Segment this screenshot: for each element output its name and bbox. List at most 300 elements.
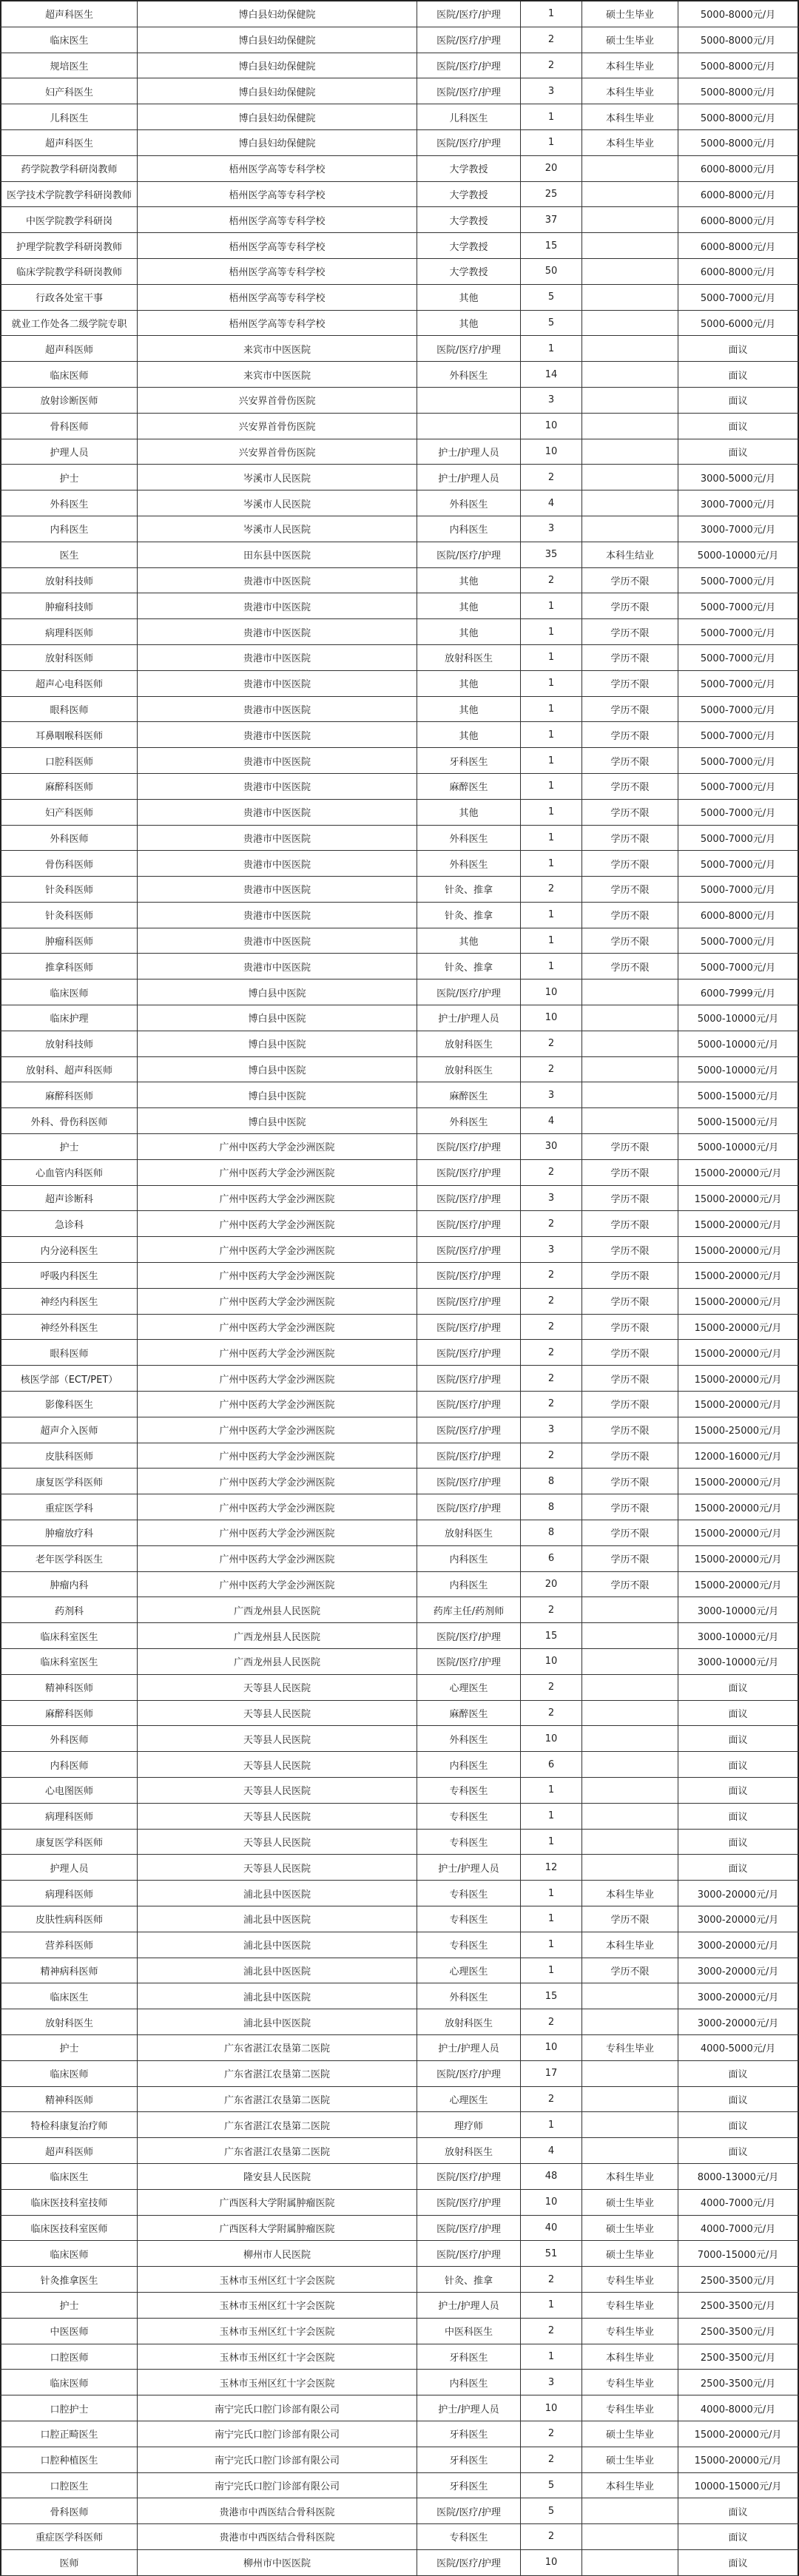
salary-cell: 4000-7000元/月: [678, 2216, 799, 2241]
table-row: [0, 78, 799, 104]
openings-cell: 1: [520, 1881, 581, 1906]
education-cell: 学历不限: [581, 722, 678, 747]
table-row: [0, 1906, 799, 1932]
employer-cell: 南宁完氏口腔门诊部有限公司: [137, 2395, 417, 2421]
education-cell: 硕士生毕业: [581, 2241, 678, 2266]
category-cell: 外科医生: [417, 362, 520, 387]
education-cell: 学历不限: [581, 645, 678, 670]
table-row: [0, 2344, 799, 2370]
category-cell: 医院/医疗/护理: [417, 27, 520, 53]
position-cell: 护理学院教学科研岗教师: [0, 233, 137, 258]
position-cell: 放射科医生: [0, 2009, 137, 2034]
table-row: [0, 2421, 799, 2447]
openings-cell: 2: [520, 2087, 581, 2112]
openings-cell: 2: [520, 1340, 581, 1365]
employer-cell: 广州中医药大学金沙洲医院: [137, 1211, 417, 1236]
category-cell: 医院/医疗/护理: [417, 2190, 520, 2215]
employer-cell: 贵港市中西医结合骨科医院: [137, 2498, 417, 2523]
salary-cell: 5000-7000元/月: [678, 722, 799, 747]
position-cell: 外科医师: [0, 1726, 137, 1751]
position-cell: 临床医师: [0, 362, 137, 387]
category-cell: 内科医生: [417, 1546, 520, 1571]
salary-cell: 6000-8000元/月: [678, 182, 799, 207]
employer-cell: 贵港市中医医院: [137, 619, 417, 644]
category-cell: 专科医生: [417, 2524, 520, 2549]
position-cell: 临床医师: [0, 2061, 137, 2086]
position-cell: 妇产科医生: [0, 78, 137, 104]
employer-cell: 玉林市玉州区红十字会医院: [137, 2293, 417, 2318]
category-cell: 护士/护理人员: [417, 439, 520, 465]
education-cell: [581, 1649, 678, 1674]
openings-cell: 8: [520, 1520, 581, 1545]
employer-cell: 广东省湛江农垦第二医院: [137, 2035, 417, 2060]
education-cell: [581, 1597, 678, 1622]
position-cell: 病理科医师: [0, 1804, 137, 1829]
category-cell: [417, 414, 520, 439]
employer-cell: 贵港市中医医院: [137, 593, 417, 618]
salary-cell: 面议: [678, 2498, 799, 2523]
salary-cell: 4000-7000元/月: [678, 2190, 799, 2215]
table-row: [0, 27, 799, 53]
salary-cell: 面议: [678, 1701, 799, 1726]
openings-cell: 2: [520, 1057, 581, 1082]
salary-cell: 面议: [678, 362, 799, 387]
openings-cell: 1: [520, 800, 581, 825]
employer-cell: 田东县中医医院: [137, 542, 417, 567]
education-cell: [581, 1804, 678, 1829]
category-cell: 专科医生: [417, 1778, 520, 1803]
openings-cell: 15: [520, 233, 581, 258]
education-cell: 学历不限: [581, 1211, 678, 1236]
position-cell: 肿瘤内科: [0, 1572, 137, 1597]
position-cell: 超声科医生: [0, 1, 137, 27]
position-cell: 外科医师: [0, 826, 137, 851]
openings-cell: 1: [520, 2344, 581, 2370]
employer-cell: 天等县人民医院: [137, 1830, 417, 1855]
education-cell: 本科生结业: [581, 542, 678, 567]
education-cell: 学历不限: [581, 1134, 678, 1159]
openings-cell: 1: [520, 826, 581, 851]
position-cell: 妇产科医师: [0, 800, 137, 825]
category-cell: 儿科医生: [417, 104, 520, 129]
table-row: [0, 2370, 799, 2395]
employer-cell: 天等县人民医院: [137, 1804, 417, 1829]
salary-cell: 3000-7000元/月: [678, 516, 799, 542]
category-cell: [417, 388, 520, 413]
employer-cell: 梧州医学高等专科学校: [137, 259, 417, 284]
employer-cell: 来宾市中医医院: [137, 362, 417, 387]
openings-cell: 1: [520, 928, 581, 954]
salary-cell: 15000-20000元/月: [678, 1263, 799, 1288]
openings-cell: 4: [520, 1108, 581, 1133]
salary-cell: 12000-16000元/月: [678, 1443, 799, 1469]
table-row: [0, 1263, 799, 1289]
openings-cell: 4: [520, 490, 581, 516]
position-cell: 行政各处室干事: [0, 285, 137, 310]
salary-cell: 5000-7000元/月: [678, 851, 799, 876]
education-cell: 学历不限: [581, 1572, 678, 1597]
education-cell: 专科生毕业: [581, 2370, 678, 2395]
position-cell: 口腔医师: [0, 2344, 137, 2370]
salary-cell: 面议: [678, 1726, 799, 1751]
employer-cell: 广东省湛江农垦第二医院: [137, 2112, 417, 2137]
table-row: [0, 2447, 799, 2473]
salary-cell: 面议: [678, 439, 799, 465]
education-cell: 学历不限: [581, 1392, 678, 1417]
position-cell: 外科、骨伤科医师: [0, 1108, 137, 1133]
category-cell: 外科医生: [417, 1108, 520, 1133]
table-row: [0, 490, 799, 516]
category-cell: 医院/医疗/护理: [417, 1340, 520, 1365]
table-row: [0, 568, 799, 594]
category-cell: 医院/医疗/护理: [417, 2550, 520, 2575]
table-row: [0, 800, 799, 826]
salary-cell: 5000-7000元/月: [678, 619, 799, 644]
salary-cell: 3000-10000元/月: [678, 1649, 799, 1674]
openings-cell: 2: [520, 1315, 581, 1340]
position-cell: 就业工作处各二级学院专职: [0, 311, 137, 336]
salary-cell: 15000-20000元/月: [678, 1546, 799, 1571]
table-row: [0, 671, 799, 697]
salary-cell: 15000-25000元/月: [678, 1417, 799, 1443]
table-row: [0, 1443, 799, 1469]
employer-cell: 贵港市中医医院: [137, 774, 417, 799]
education-cell: 学历不限: [581, 1289, 678, 1314]
education-cell: 学历不限: [581, 826, 678, 851]
education-cell: 本科生毕业: [581, 2344, 678, 2370]
position-cell: 药学院教学科研岗教师: [0, 156, 137, 181]
employer-cell: 贵港市中医医院: [137, 851, 417, 876]
openings-cell: 3: [520, 1237, 581, 1262]
employer-cell: 天等县人民医院: [137, 1675, 417, 1700]
table-row: [0, 1623, 799, 1649]
employer-cell: 兴安界首骨伤医院: [137, 388, 417, 413]
employer-cell: 天等县人民医院: [137, 1855, 417, 1880]
position-cell: 神经外科医生: [0, 1315, 137, 1340]
education-cell: 学历不限: [581, 1186, 678, 1211]
employer-cell: 博白县妇幼保健院: [137, 130, 417, 155]
table-row: [0, 2524, 799, 2550]
education-cell: 学历不限: [581, 928, 678, 954]
table-row: [0, 2319, 799, 2344]
salary-cell: 6000-8000元/月: [678, 207, 799, 232]
employer-cell: 贵港市中西医结合骨科医院: [137, 2524, 417, 2549]
openings-cell: 2: [520, 877, 581, 902]
employer-cell: 天等县人民医院: [137, 1752, 417, 1777]
salary-cell: 2500-3500元/月: [678, 2319, 799, 2344]
education-cell: [581, 1082, 678, 1107]
category-cell: 医院/医疗/护理: [417, 2216, 520, 2241]
openings-cell: 1: [520, 1, 581, 27]
education-cell: 学历不限: [581, 851, 678, 876]
position-cell: 放射科、超声科医师: [0, 1057, 137, 1082]
openings-cell: 1: [520, 1906, 581, 1932]
table-row: [0, 2473, 799, 2499]
education-cell: [581, 1752, 678, 1777]
table-row: [0, 2190, 799, 2216]
position-cell: 临床医生: [0, 27, 137, 53]
employer-cell: 广州中医药大学金沙洲医院: [137, 1186, 417, 1211]
openings-cell: 1: [520, 645, 581, 670]
position-cell: 呼吸内科医生: [0, 1263, 137, 1288]
salary-cell: 5000-10000元/月: [678, 542, 799, 567]
table-row: [0, 336, 799, 362]
table-row: [0, 1983, 799, 2009]
table-row: [0, 1572, 799, 1598]
openings-cell: 1: [520, 104, 581, 129]
category-cell: 医院/医疗/护理: [417, 1160, 520, 1185]
education-cell: 硕士生毕业: [581, 1, 678, 27]
salary-cell: 5000-15000元/月: [678, 1108, 799, 1133]
salary-cell: 5000-15000元/月: [678, 1082, 799, 1107]
openings-cell: 2: [520, 1597, 581, 1622]
category-cell: 心理医生: [417, 2087, 520, 2112]
table-row: [0, 2241, 799, 2267]
employer-cell: 广州中医药大学金沙洲医院: [137, 1572, 417, 1597]
table-row: [0, 2112, 799, 2138]
employer-cell: 贵港市中医医院: [137, 877, 417, 902]
category-cell: 其他: [417, 311, 520, 336]
table-row: [0, 1392, 799, 1417]
openings-cell: 17: [520, 2061, 581, 2086]
category-cell: 医院/医疗/护理: [417, 1494, 520, 1520]
salary-cell: 面议: [678, 2524, 799, 2549]
position-cell: 老年医学科医生: [0, 1546, 137, 1571]
education-cell: [581, 1057, 678, 1082]
position-cell: 规培医生: [0, 53, 137, 78]
table-row: [0, 774, 799, 800]
table-row: [0, 645, 799, 671]
education-cell: [581, 490, 678, 516]
position-cell: 放射科技师: [0, 1031, 137, 1056]
education-cell: 专科生毕业: [581, 2319, 678, 2344]
table-row: [0, 285, 799, 311]
employer-cell: 广州中医药大学金沙洲医院: [137, 1340, 417, 1365]
salary-cell: 3000-20000元/月: [678, 1906, 799, 1932]
salary-cell: 15000-20000元/月: [678, 1520, 799, 1545]
openings-cell: 5: [520, 285, 581, 310]
openings-cell: 1: [520, 619, 581, 644]
education-cell: [581, 516, 678, 542]
salary-cell: 3000-20000元/月: [678, 2009, 799, 2034]
education-cell: [581, 1623, 678, 1648]
position-cell: 肿瘤科医师: [0, 928, 137, 954]
category-cell: 护士/护理人员: [417, 1005, 520, 1031]
salary-cell: 2500-3500元/月: [678, 2344, 799, 2370]
education-cell: 硕士生毕业: [581, 2447, 678, 2472]
education-cell: [581, 388, 678, 413]
openings-cell: 15: [520, 1983, 581, 2009]
category-cell: 牙科医生: [417, 748, 520, 773]
position-cell: 麻醉科医师: [0, 1701, 137, 1726]
openings-cell: 1: [520, 336, 581, 361]
openings-cell: 2: [520, 465, 581, 490]
education-cell: 学历不限: [581, 1315, 678, 1340]
education-cell: [581, 2138, 678, 2163]
employer-cell: 贵港市中医医院: [137, 645, 417, 670]
position-cell: 耳鼻咽喉科医师: [0, 722, 137, 747]
category-cell: 医院/医疗/护理: [417, 1443, 520, 1469]
category-cell: 大学教授: [417, 182, 520, 207]
openings-cell: 1: [520, 2293, 581, 2318]
employer-cell: 隆安县人民医院: [137, 2164, 417, 2189]
salary-cell: 4000-5000元/月: [678, 2035, 799, 2060]
table-row: [0, 928, 799, 954]
position-cell: 超声科医师: [0, 336, 137, 361]
salary-cell: 面议: [678, 336, 799, 361]
category-cell: 放射科医生: [417, 645, 520, 670]
category-cell: 牙科医生: [417, 2473, 520, 2498]
category-cell: 医院/医疗/护理: [417, 1469, 520, 1494]
education-cell: [581, 285, 678, 310]
openings-cell: 8: [520, 1469, 581, 1494]
table-row: [0, 1160, 799, 1186]
salary-cell: 15000-20000元/月: [678, 1469, 799, 1494]
openings-cell: 5: [520, 2498, 581, 2523]
employer-cell: 贵港市中医医院: [137, 903, 417, 928]
category-cell: 护士/护理人员: [417, 2035, 520, 2060]
table-row: [0, 388, 799, 414]
education-cell: 专科生毕业: [581, 2395, 678, 2421]
employer-cell: 广州中医药大学金沙洲医院: [137, 1134, 417, 1159]
employer-cell: 广东省湛江农垦第二医院: [137, 2087, 417, 2112]
position-cell: 口腔医生: [0, 2473, 137, 2498]
category-cell: 其他: [417, 928, 520, 954]
education-cell: [581, 2498, 678, 2523]
salary-cell: 15000-20000元/月: [678, 1289, 799, 1314]
table-row: [0, 53, 799, 79]
position-cell: 药剂科: [0, 1597, 137, 1622]
category-cell: 中医科医生: [417, 2319, 520, 2344]
position-cell: 临床医技科室医师: [0, 2216, 137, 2241]
salary-cell: 5000-10000元/月: [678, 1031, 799, 1056]
salary-cell: 7000-15000元/月: [678, 2241, 799, 2266]
openings-cell: 15: [520, 1623, 581, 1648]
openings-cell: 35: [520, 542, 581, 567]
employer-cell: 广州中医药大学金沙洲医院: [137, 1315, 417, 1340]
category-cell: 其他: [417, 697, 520, 722]
openings-cell: 5: [520, 2473, 581, 2498]
table-row: [0, 2087, 799, 2113]
employer-cell: 兴安界首骨伤医院: [137, 439, 417, 465]
employer-cell: 博白县妇幼保健院: [137, 1, 417, 27]
salary-cell: 5000-7000元/月: [678, 928, 799, 954]
category-cell: 医院/医疗/护理: [417, 1417, 520, 1443]
table-row: [0, 2550, 799, 2576]
salary-cell: 5000-7000元/月: [678, 748, 799, 773]
education-cell: 学历不限: [581, 1366, 678, 1391]
employer-cell: 梧州医学高等专科学校: [137, 233, 417, 258]
table-row: [0, 2164, 799, 2190]
salary-cell: 面议: [678, 2112, 799, 2137]
table-row: [0, 954, 799, 980]
category-cell: 医院/医疗/护理: [417, 1392, 520, 1417]
table-row: [0, 877, 799, 903]
salary-cell: 6000-7999元/月: [678, 980, 799, 1005]
education-cell: 学历不限: [581, 1340, 678, 1365]
openings-cell: 10: [520, 2190, 581, 2215]
position-cell: 肿瘤科技师: [0, 593, 137, 618]
category-cell: 放射科医生: [417, 1031, 520, 1056]
category-cell: 其他: [417, 568, 520, 593]
position-cell: 精神病科医师: [0, 1958, 137, 1983]
education-cell: [581, 439, 678, 465]
education-cell: [581, 414, 678, 439]
employer-cell: 岑溪市人民医院: [137, 516, 417, 542]
position-cell: 医学技术学院教学科研岗教师: [0, 182, 137, 207]
openings-cell: 2: [520, 2447, 581, 2472]
employer-cell: 广西龙州县人民医院: [137, 1597, 417, 1622]
category-cell: 医院/医疗/护理: [417, 1134, 520, 1159]
education-cell: [581, 336, 678, 361]
position-cell: 临床医师: [0, 2241, 137, 2266]
position-cell: 儿科医生: [0, 104, 137, 129]
position-cell: 护士: [0, 2035, 137, 2060]
table-row: [0, 722, 799, 748]
table-row: [0, 826, 799, 852]
education-cell: 专科生毕业: [581, 2035, 678, 2060]
table-row: [0, 362, 799, 388]
position-cell: 中医学院教学科研岗: [0, 207, 137, 232]
table-row: [0, 1932, 799, 1958]
salary-cell: 8000-13000元/月: [678, 2164, 799, 2189]
employer-cell: 贵港市中医医院: [137, 748, 417, 773]
category-cell: 针灸、推拿: [417, 2267, 520, 2292]
table-row: [0, 1752, 799, 1778]
position-cell: 临床医生: [0, 1983, 137, 2009]
openings-cell: 2: [520, 1289, 581, 1314]
education-cell: 学历不限: [581, 774, 678, 799]
openings-cell: 1: [520, 1804, 581, 1829]
position-cell: 康复医学科医师: [0, 1469, 137, 1494]
table-row: [0, 1005, 799, 1031]
table-row: [0, 414, 799, 439]
education-cell: 本科生毕业: [581, 53, 678, 78]
position-cell: 内科医师: [0, 1752, 137, 1777]
category-cell: 放射科医生: [417, 2138, 520, 2163]
position-cell: 临床医技科室技师: [0, 2190, 137, 2215]
category-cell: 护士/护理人员: [417, 2293, 520, 2318]
salary-cell: 4000-8000元/月: [678, 2395, 799, 2421]
category-cell: 放射科医生: [417, 1520, 520, 1545]
employer-cell: 岑溪市人民医院: [137, 490, 417, 516]
salary-cell: 15000-20000元/月: [678, 1211, 799, 1236]
education-cell: 学历不限: [581, 1263, 678, 1288]
openings-cell: 10: [520, 2395, 581, 2421]
employer-cell: 广州中医药大学金沙洲医院: [137, 1392, 417, 1417]
education-cell: 硕士生毕业: [581, 27, 678, 53]
salary-cell: 5000-8000元/月: [678, 53, 799, 78]
education-cell: [581, 233, 678, 258]
category-cell: 医院/医疗/护理: [417, 1289, 520, 1314]
category-cell: 专科医生: [417, 1906, 520, 1932]
position-cell: 口腔种植医生: [0, 2447, 137, 2472]
education-cell: [581, 1701, 678, 1726]
education-cell: [581, 311, 678, 336]
employer-cell: 柳州市人民医院: [137, 2241, 417, 2266]
employer-cell: 梧州医学高等专科学校: [137, 156, 417, 181]
position-cell: 影像科医生: [0, 1392, 137, 1417]
openings-cell: 1: [520, 697, 581, 722]
employer-cell: 广西龙州县人民医院: [137, 1623, 417, 1648]
employer-cell: 博白县妇幼保健院: [137, 104, 417, 129]
salary-cell: 面议: [678, 2138, 799, 2163]
education-cell: 学历不限: [581, 619, 678, 644]
openings-cell: 5: [520, 311, 581, 336]
salary-cell: 15000-20000元/月: [678, 1572, 799, 1597]
category-cell: 其他: [417, 800, 520, 825]
employer-cell: 南宁完氏口腔门诊部有限公司: [137, 2447, 417, 2472]
